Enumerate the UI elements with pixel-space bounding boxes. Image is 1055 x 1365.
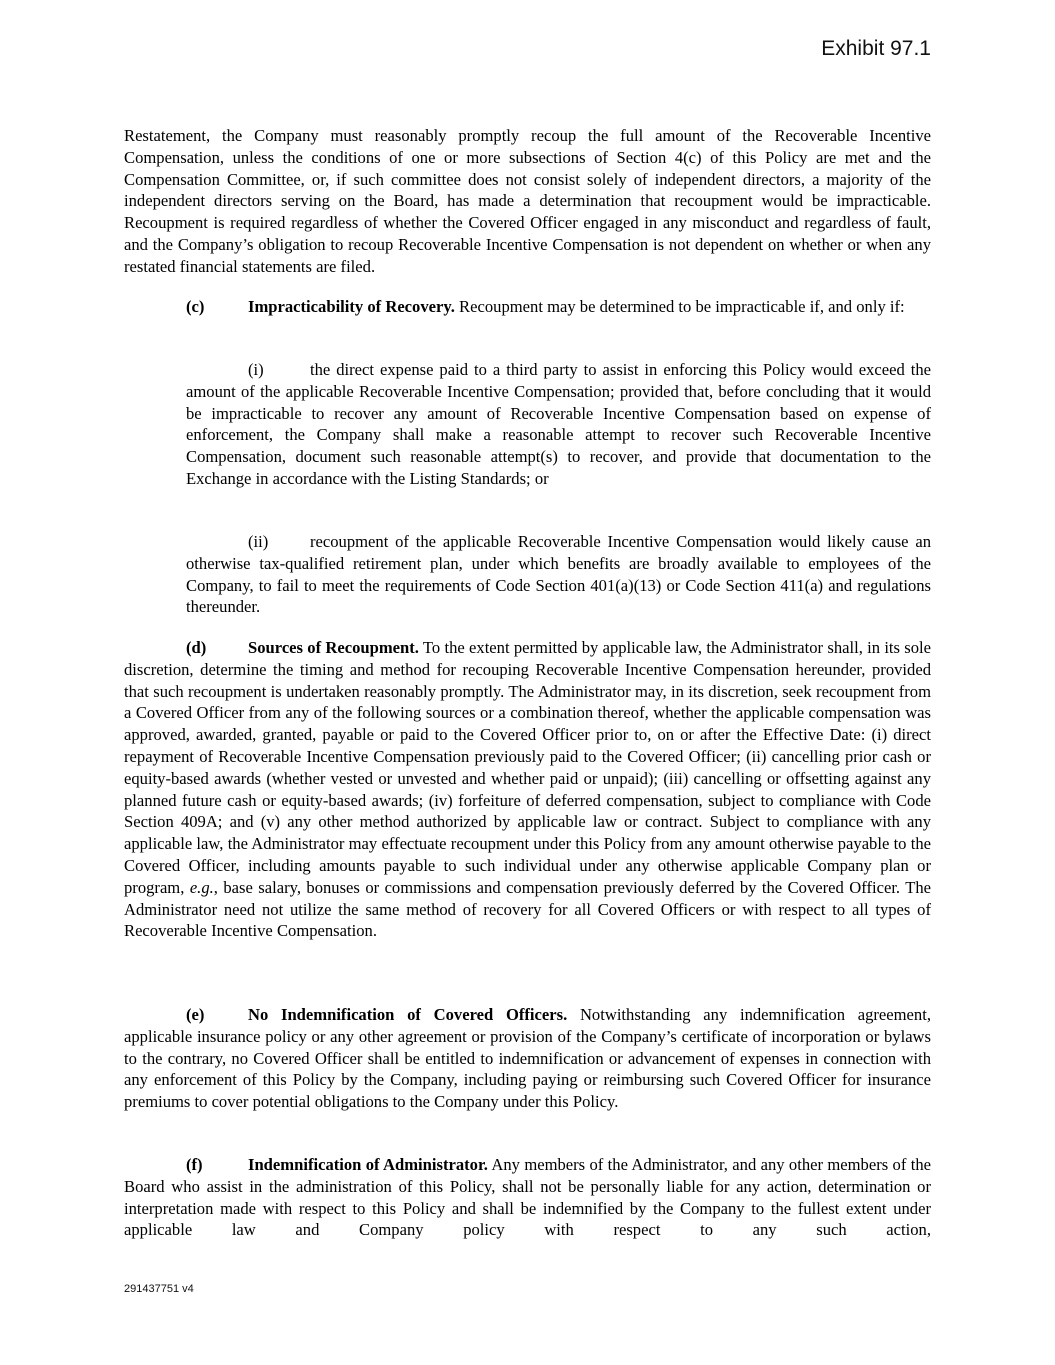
section-f-heading: Indemnification of Administrator. xyxy=(248,1155,488,1174)
section-d-text-1: To the extent permitted by applicable law, the Administrator shall, in its sole discretion, determine the timing and method for recouping Recoverable Incentive Compensation hereunder, provided that such recoupment is undertaken reasonably promptly. The Administrator may, in its discretion, seek recoupment from a Covered Officer from any of the following sources or a combination thereof, whether the applicable compensation was approved, awarded, granted, payable or paid to the Covered Officer prior to, on or after the Effective Date: (i) direct repayment of Recoverable Incentive Compensation previously paid to the Covered Officer; (ii) cancelling prior cash or equity-based awards (whether vested or unvested and whether paid or unpaid); (iii) cancelling or offsetting against any planned future cash or equity-based awards; (iv) forfeiture of deferred compensation, subject to compliance with Code Section 409A; and (v) any other method authorized by applicable law or contract. Subject to compliance with any applicable law, the Administrator may effectuate recoupment under this Policy from any amount otherwise payable to the Covered Officer, including amounts payable to such individual under any otherwise applicable Company plan or program, xyxy=(124,638,932,897)
section-d-text-2: , base salary, bonuses or commissions and compensation previously deferred by the Covered Officer. The Administrator need not utilize the same method of recovery for all Covered Officers or with respect to all types of Recoverable Incentive Compensation. xyxy=(124,877,932,941)
section-c-item-i xyxy=(186,359,931,490)
section-d xyxy=(124,637,931,942)
section-f xyxy=(124,1154,931,1263)
intro-paragraph xyxy=(124,125,931,278)
section-c xyxy=(124,296,931,318)
section-e xyxy=(124,1004,931,1113)
section-f-label: (f) xyxy=(186,1155,203,1174)
section-c-item-ii xyxy=(186,531,931,618)
section-e-text: Notwithstanding any indemnification agreement, applicable insurance policy or any other agreement or provision of the Company’s certificate of incorporation or bylaws to the contrary, no Covered Officer shall be entitled to indemnification or advancement of expenses in connection with any enforcement of this Policy by the Company, including paying or reimbursing such Covered Officer for insurance premiums to cover potential obligations to the Company under this Policy. xyxy=(124,1005,931,1112)
section-d-heading: Sources of Recoupment. xyxy=(248,638,419,657)
intro-paragraph-text: Restatement, the Company must reasonably promptly recoup the full amount of the Recoverable Incentive Compensation, unless the conditions of one or more subsections of Section 4(c) of this Policy are met and the Compensation Committee, or, if such committee does not consist solely of independent directors, a majority of the independent directors serving on the Board, has made a determination that recoupment would be impracticable. Recoupment is required regardless of whether the Covered Officer engaged in any misconduct and regardless of fault, and the Company’s obligation to recoup Recoverable Incentive Compensation is not dependent on whether or when any restated financial statements are filed. xyxy=(124,126,931,276)
section-e-heading: No Indemnification of Covered Officers. xyxy=(248,1005,568,1024)
section-c-text: Recoupment may be determined to be impracticable if, and only if: xyxy=(454,297,905,316)
item-i-text: the direct expense paid to a third party to assist in enforcing this Policy would exceed the amount of the applicable Recoverable Incentive Compensation; provided that, before concluding that it would be impracticable to recover any amount of Recoverable Incentive Compensation based on expense of enforcement, the Company shall make a reasonable attempt to recover such Recoverable Incentive Compensation, document such reasonable attempt(s) to recover, and provide that documentation to the Exchange in accordance with the Listing Standards; or xyxy=(186,360,931,488)
section-d-italic: e.g. xyxy=(189,877,214,897)
section-d-label: (d) xyxy=(186,638,207,657)
item-ii-label: (ii) xyxy=(248,532,269,551)
exhibit-label: Exhibit 97.1 xyxy=(821,37,931,60)
section-c-label: (c) xyxy=(186,297,205,316)
document-id-footer: 291437751 v4 xyxy=(124,1283,194,1295)
item-ii-text: recoupment of the applicable Recoverable Incentive Compensation would likely cause an otherwise tax-qualified retirement plan, under which benefits are broadly available to employees of the Company, to fail to meet the requirements of Code Section 401(a)(13) or Code Section 411(a) and regulations thereunder. xyxy=(186,532,931,617)
item-i-label: (i) xyxy=(248,360,264,379)
section-e-label: (e) xyxy=(186,1005,205,1024)
section-f-text: Any members of the Administrator, and any other members of the Board who assist in the administration of this Policy, shall not be personally liable for any action, determination or interpretation made with respect to this Policy and shall be indemnified by the Company to the fullest extent under applicable law and Company policy with respect to any such action, xyxy=(124,1155,931,1240)
section-c-heading: Impracticability of Recovery. xyxy=(248,297,455,316)
